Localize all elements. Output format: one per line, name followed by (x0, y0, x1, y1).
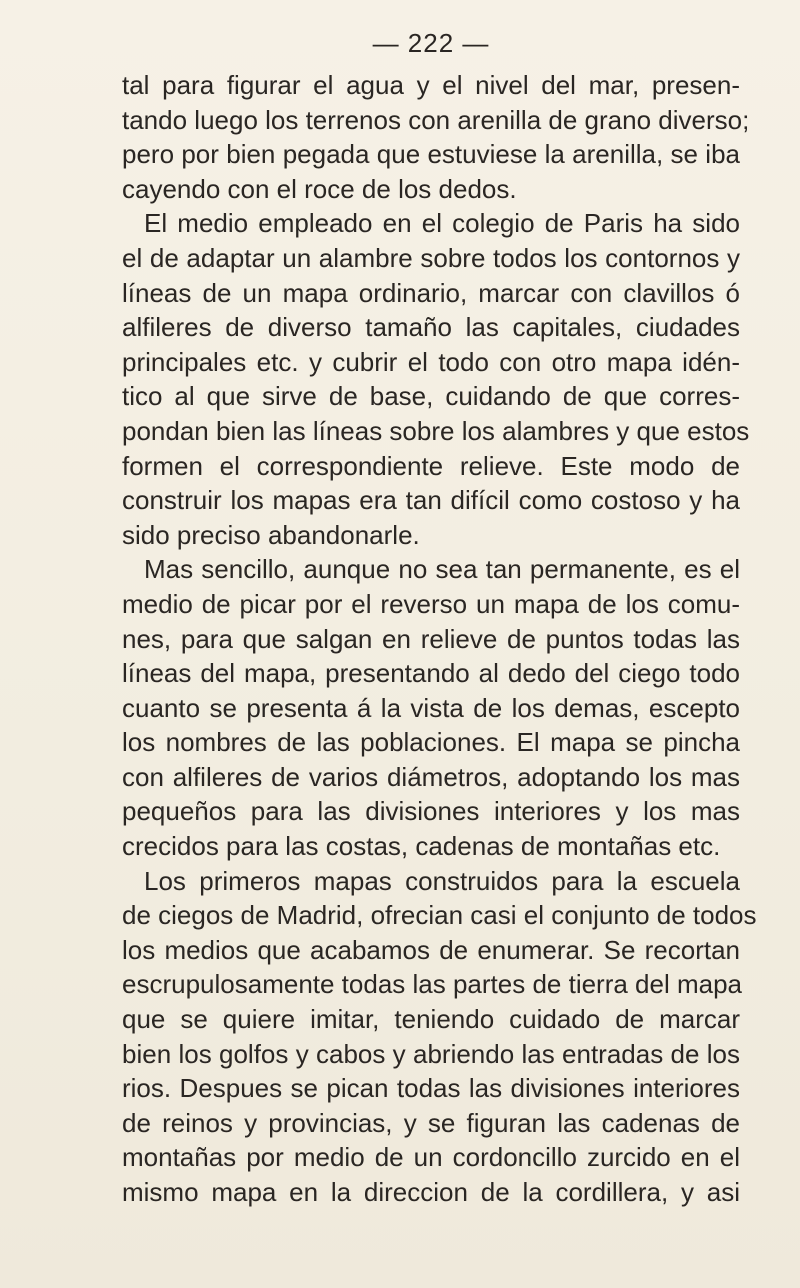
text-line: El medio empleado en el colegio de Paris ha sido (144, 208, 740, 239)
paragraph (122, 864, 757, 1210)
text-line: los medios que acabamos de enumerar. Se recortan (122, 934, 740, 965)
text-line: rios. Despues se pican todas las divisiones interiores (122, 1073, 740, 1104)
paragraph (122, 552, 740, 863)
text-line: nes, para que salgan en relieve de puntos todas las (122, 623, 740, 654)
text-line: Los primeros mapas construidos para la escuela (144, 865, 740, 896)
text-line: pondan bien las líneas sobre los alambres y que estos (122, 415, 750, 446)
text-line: cayendo con el roce de los dedos. (122, 173, 517, 204)
text-line: pequeños para las divisiones interiores y los mas (122, 796, 740, 827)
text-line: cuanto se presenta á la vista de los demas, escepto (122, 692, 740, 723)
paragraph (122, 68, 750, 206)
text-line: el de adaptar un alambre sobre todos los contornos y (122, 242, 740, 273)
paragraph (122, 206, 750, 552)
page-number: — 222 — (372, 28, 490, 58)
text-line: líneas del mapa, presentando al dedo del ciego todo (122, 658, 740, 689)
text-line: tando luego los terrenos con arenilla de grano diverso; (122, 104, 750, 135)
text-line: con alfileres de varios diámetros, adoptando los mas (122, 761, 740, 792)
text-line: Mas sencillo, aunque no sea tan permanente, es el (144, 554, 740, 585)
text-line: sido preciso abandonarle. (122, 519, 420, 550)
text-line: líneas de un mapa ordinario, marcar con clavillos ó (122, 277, 740, 308)
text-line: tal para figurar el agua y el nivel del mar, presen- (122, 70, 740, 100)
text-line: construir los mapas era tan difícil como costoso y ha (122, 485, 740, 516)
text-line: principales etc. y cubrir el todo con otro mapa idén- (122, 346, 740, 377)
text-line: tico al que sirve de base, cuidando de que corres- (122, 381, 740, 412)
text-line: medio de picar por el reverso un mapa de los comu- (122, 588, 740, 619)
text-line: formen el correspondiente relieve. Este modo de (122, 450, 740, 481)
text-line: crecidos para las costas, cadenas de montañas etc. (122, 831, 721, 862)
text-line: mismo mapa en la direccion de la cordillera, y asi (122, 1177, 740, 1207)
text-line: de ciegos de Madrid, ofrecian casi el conjunto de todos (122, 900, 757, 931)
text-line: de reinos y provincias, y se figuran las cadenas de (122, 1107, 740, 1138)
text-line: pero por bien pegada que estuviese la arenilla, se iba (122, 139, 740, 170)
text-line: bien los golfos y cabos y abriendo las entradas de los (122, 1038, 740, 1069)
body-text (122, 68, 757, 1210)
text-line: los nombres de las poblaciones. El mapa se pincha (122, 727, 740, 758)
text-line: escrupulosamente todas las partes de tierra del mapa (122, 969, 743, 1000)
text-line: montañas por medio de un cordoncillo zurcido en el (122, 1142, 740, 1173)
text-line: alfileres de diverso tamaño las capitales, ciudades (122, 312, 740, 343)
text-line: que se quiere imitar, teniendo cuidado de marcar (122, 1004, 740, 1035)
